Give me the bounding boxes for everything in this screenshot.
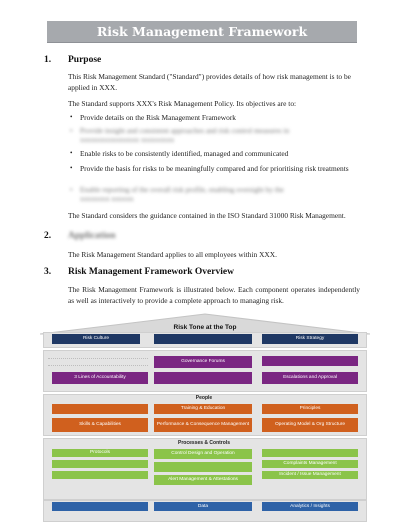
process-center-box-2 bbox=[154, 462, 252, 472]
purpose-paragraph-3: The Standard considers the guidance contained in the ISO Standard 31000 Risk Management. bbox=[68, 211, 346, 220]
overview-paragraph: The Risk Management Framework is illustrated below. Each component operates independently as well as interactively to provide a complete approach to managing risk. bbox=[68, 285, 360, 305]
risk-culture-box: Risk Culture bbox=[52, 334, 140, 344]
application-paragraph: The Risk Management Standard applies to all employees within XXX. bbox=[68, 250, 277, 259]
section-2-number: 2. bbox=[44, 231, 52, 241]
control-design-box: Control Design and Operation bbox=[154, 449, 252, 459]
bottom-left-box bbox=[52, 502, 148, 511]
purpose-paragraph-1: This Risk Management Standard ("Standard") provides details of how risk management is to be applied in XXX. bbox=[68, 72, 351, 92]
performance-box: Performance & Consequence Management bbox=[154, 418, 252, 432]
section-2-heading: Application bbox=[68, 231, 116, 241]
purpose-bullet-2-cont: xxxxxxxxxxxxxxxx xxxxxxxxx bbox=[80, 135, 175, 144]
bullet-marker: • bbox=[70, 164, 73, 172]
section-1-heading: Purpose bbox=[68, 55, 102, 65]
incident-box: Incident / Issue Management bbox=[262, 471, 358, 479]
complaints-box: Complaints Management bbox=[262, 460, 358, 468]
document-title: Risk Management Framework bbox=[47, 21, 357, 43]
people-left-top-box bbox=[52, 404, 148, 414]
process-right-box-1 bbox=[262, 449, 358, 457]
data-box: Data bbox=[154, 502, 252, 511]
top-center-box bbox=[154, 334, 252, 344]
section-3-number: 3. bbox=[44, 267, 52, 277]
bullet-marker: • bbox=[70, 149, 73, 157]
governance-right-top-box bbox=[262, 356, 358, 366]
purpose-bullet-5: Enable reporting of the overall risk profile, enabling oversight by the bbox=[80, 185, 284, 194]
governance-forums-box: Governance Forums bbox=[154, 356, 252, 368]
section-3-heading: Risk Management Framework Overview bbox=[68, 267, 234, 277]
purpose-bullet-4: Provide the basis for risks to be meaningfully compared and for prioritising risk treatments bbox=[80, 164, 349, 173]
risk-tone-label: Risk Tone at the Top bbox=[173, 324, 237, 331]
purpose-bullet-3: Enable risks to be consistently identified, managed and communicated bbox=[80, 149, 289, 158]
governance-center-bottom-box bbox=[154, 372, 252, 384]
process-left-box-2 bbox=[52, 460, 148, 468]
training-box: Training & Education bbox=[154, 404, 252, 414]
protocols-box: Protocols bbox=[52, 449, 148, 457]
three-lines-box: 3 Lines of Accountability bbox=[52, 372, 148, 384]
processes-label: Processes & Controls bbox=[178, 440, 230, 446]
purpose-bullet-1: Provide details on the Risk Management Framework bbox=[80, 113, 236, 122]
people-label: People bbox=[195, 395, 213, 401]
divider bbox=[48, 358, 148, 359]
escalations-box: Escalations and Approval bbox=[262, 372, 358, 384]
framework-diagram bbox=[40, 312, 370, 519]
principles-box: Principles bbox=[262, 404, 358, 414]
purpose-bullet-5-cont: xxxxxxxx xxxxxx bbox=[80, 194, 134, 203]
analytics-box: Analytics / Insights bbox=[262, 502, 358, 511]
divider bbox=[48, 365, 148, 366]
purpose-bullet-2: Provide insight and consistent approaches and risk control measures in bbox=[80, 126, 290, 135]
operating-model-box: Operating Model & Org Structure bbox=[262, 418, 358, 432]
section-1-number: 1. bbox=[44, 55, 52, 65]
risk-strategy-box: Risk Strategy bbox=[262, 334, 358, 344]
bullet-marker: • bbox=[70, 127, 73, 135]
skills-box: Skills & Capabilities bbox=[52, 418, 148, 432]
process-left-box-3 bbox=[52, 471, 148, 479]
bullet-marker: • bbox=[70, 113, 73, 121]
purpose-paragraph-2: The Standard supports XXX's Risk Management Policy. Its objectives are to: bbox=[68, 99, 297, 108]
alert-management-box: Alert Management & Attestations bbox=[154, 475, 252, 485]
bullet-marker: • bbox=[70, 186, 73, 194]
